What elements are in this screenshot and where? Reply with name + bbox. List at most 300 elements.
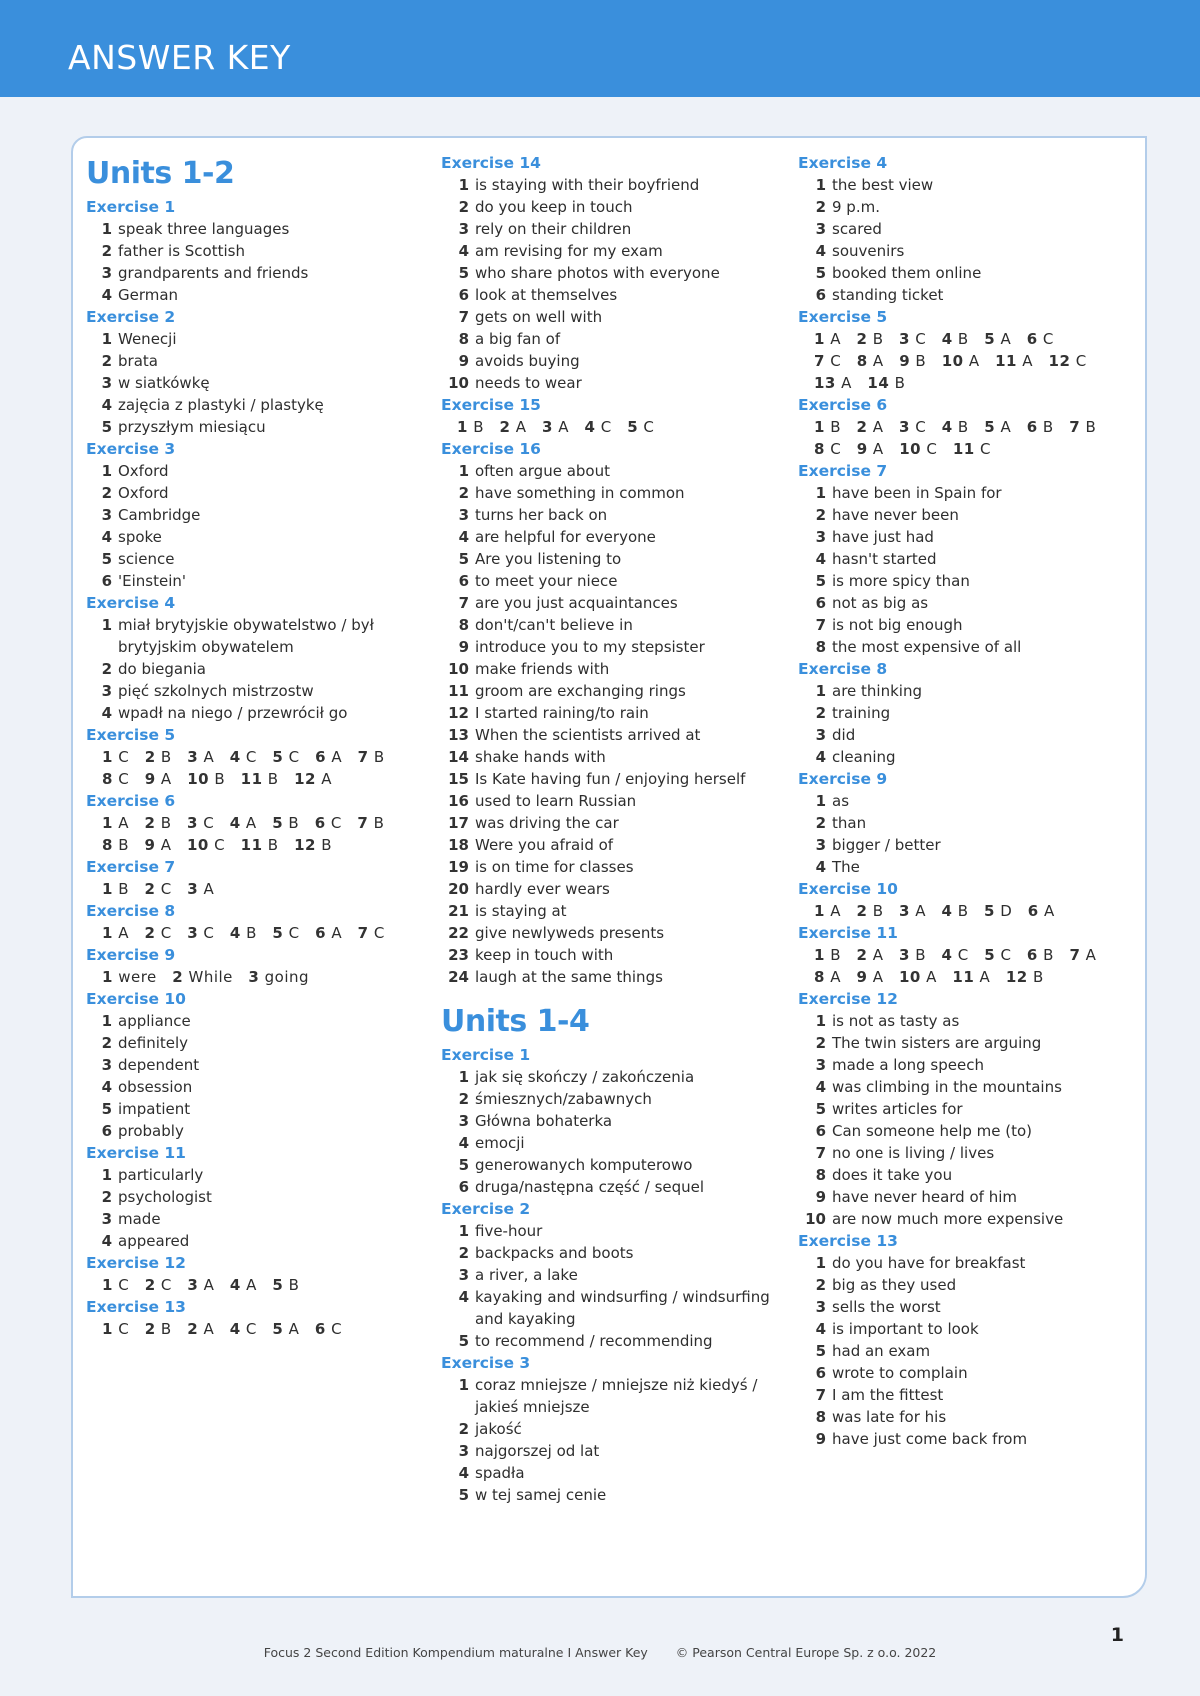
answer-item xyxy=(86,1054,426,1076)
answer-number: 3 xyxy=(458,1442,469,1460)
answer-number: 5 xyxy=(272,814,284,832)
answer-letter: A xyxy=(203,748,215,766)
answer-number: 6 xyxy=(815,1364,826,1382)
answer-number: 1 xyxy=(101,330,112,348)
answer-text: shake hands with xyxy=(475,748,606,766)
answer-letter: C xyxy=(160,1276,172,1294)
answer-number: 3 xyxy=(899,946,910,964)
answer-number: 10 xyxy=(448,660,469,678)
answer-text: avoids buying xyxy=(475,352,580,370)
exercise-section xyxy=(86,1296,426,1340)
answer-number: 6 xyxy=(815,594,826,612)
answer-item xyxy=(798,284,1148,306)
answer-number: 5 xyxy=(815,1342,826,1360)
answer-text: cleaning xyxy=(832,748,896,766)
answer-number: 6 xyxy=(315,748,327,766)
answer-number: 12 xyxy=(1048,352,1071,370)
answer-text: no one is living / lives xyxy=(832,1144,995,1162)
answer-letter: C xyxy=(1042,330,1054,348)
answer-number: 3 xyxy=(101,506,112,524)
answer-text: have just had xyxy=(832,528,934,546)
answer-text: father is Scottish xyxy=(118,242,245,260)
answer-text: jakość xyxy=(475,1420,522,1438)
answer-text: brata xyxy=(118,352,158,370)
exercise-section xyxy=(798,1230,1148,1450)
answer-letter: B xyxy=(160,748,172,766)
answer-number: 1 xyxy=(102,1276,113,1294)
exercise-title: Exercise 1 xyxy=(441,1046,531,1064)
answer-item xyxy=(798,1098,1148,1120)
answer-number: 4 xyxy=(458,242,469,260)
answer-item xyxy=(86,284,426,306)
answer-text: is not as tasty as xyxy=(832,1012,960,1030)
answer-number: 2 xyxy=(101,660,112,678)
answer-number: 3 xyxy=(187,880,199,898)
answer-letter: A xyxy=(1044,902,1055,920)
answer-number: 3 xyxy=(815,836,826,854)
answer-number: 2 xyxy=(101,1188,112,1206)
answer-number: 3 xyxy=(815,1056,826,1074)
answer-line xyxy=(798,900,1148,922)
answer-item xyxy=(441,702,791,724)
answer-text: gets on well with xyxy=(475,308,603,326)
answer-number: 2 xyxy=(172,968,184,986)
answer-number: 4 xyxy=(458,1288,469,1306)
answer-number: 1 xyxy=(815,484,826,502)
answer-letter: B xyxy=(373,814,385,832)
answer-number: 20 xyxy=(448,880,469,898)
exercise-title: Exercise 12 xyxy=(86,1254,186,1272)
answer-text: do you have for breakfast xyxy=(832,1254,1026,1272)
answer-number: 5 xyxy=(815,1100,826,1118)
answer-number: 4 xyxy=(101,528,112,546)
answer-number: 2 xyxy=(101,1034,112,1052)
answer-number: 9 xyxy=(144,770,156,788)
answer-number: 2 xyxy=(815,506,826,524)
answer-letter: B xyxy=(373,748,385,766)
answer-letter: going xyxy=(264,968,310,986)
answer-number: 5 xyxy=(984,946,996,964)
answer-letter: B xyxy=(118,880,130,898)
answer-text: scared xyxy=(832,220,882,238)
answer-number: 7 xyxy=(357,748,369,766)
answer-letter: A xyxy=(872,352,884,370)
answer-letter: A xyxy=(515,418,527,436)
answer-text: I am the fittest xyxy=(832,1386,944,1404)
exercise-title: Exercise 3 xyxy=(86,440,176,458)
answer-number: 13 xyxy=(448,726,469,744)
answer-letter: B xyxy=(1032,968,1044,986)
answer-number: 5 xyxy=(458,550,469,568)
answer-number: 3 xyxy=(542,418,553,436)
answer-number: 3 xyxy=(187,1276,199,1294)
answer-letter: B xyxy=(321,836,333,854)
answer-text: śmiesznych/zabawnych xyxy=(475,1090,652,1108)
answer-letter: B xyxy=(957,902,969,920)
answer-text: groom are exchanging rings xyxy=(475,682,686,700)
answer-number: 4 xyxy=(101,286,112,304)
answer-letter: C xyxy=(288,924,300,942)
exercise-section xyxy=(798,152,1148,306)
answer-text: have been in Spain for xyxy=(832,484,1002,502)
answer-text: bigger / better xyxy=(832,836,941,854)
answer-number: 5 xyxy=(458,1332,469,1350)
answer-item xyxy=(441,636,791,658)
answer-item xyxy=(441,1066,791,1088)
answer-number: 8 xyxy=(815,638,826,656)
answer-item xyxy=(441,768,791,790)
answer-item xyxy=(798,1054,1148,1076)
answer-number: 10 xyxy=(187,770,210,788)
answer-text: spoke xyxy=(118,528,162,546)
answer-line xyxy=(441,416,791,438)
answer-number: 3 xyxy=(815,1298,826,1316)
answer-text: are helpful for everyone xyxy=(475,528,656,546)
answer-letter: A xyxy=(160,836,172,854)
answer-number: 5 xyxy=(272,924,284,942)
answer-number: 1 xyxy=(458,1376,469,1394)
exercise-title: Exercise 5 xyxy=(86,726,176,744)
answer-letter: A xyxy=(1000,418,1012,436)
answer-number: 4 xyxy=(815,1078,826,1096)
answer-letter: A xyxy=(203,1320,215,1338)
answer-number: 4 xyxy=(458,528,469,546)
answer-item xyxy=(86,416,426,438)
exercise-section xyxy=(86,856,426,900)
answer-number: 8 xyxy=(815,1408,826,1426)
answer-text: five-hour xyxy=(475,1222,543,1240)
answer-letter: C xyxy=(1075,352,1087,370)
answer-text: Główna bohaterka xyxy=(475,1112,613,1130)
answer-number: 1 xyxy=(814,330,825,348)
answer-number: 1 xyxy=(815,1254,826,1272)
exercise-title: Exercise 14 xyxy=(441,154,541,172)
answer-number: 19 xyxy=(448,858,469,876)
answer-letter: C xyxy=(203,924,215,942)
answer-number: 2 xyxy=(815,198,826,216)
answer-number: 1 xyxy=(102,880,113,898)
answer-text: impatient xyxy=(118,1100,191,1118)
answer-letter: A xyxy=(245,814,257,832)
answer-number: 3 xyxy=(458,506,469,524)
answer-number: 3 xyxy=(187,748,199,766)
answer-letter: A xyxy=(841,374,852,392)
answer-letter: C xyxy=(288,748,300,766)
answer-number: 10 xyxy=(187,836,209,854)
answer-item xyxy=(86,394,426,416)
answer-number: 5 xyxy=(984,902,995,920)
answer-text: pięć szkolnych mistrzostw xyxy=(118,682,314,700)
answer-number: 6 xyxy=(458,286,469,304)
answer-number: 7 xyxy=(458,308,469,326)
answer-text: who share photos with everyone xyxy=(475,264,720,282)
answer-text: spadła xyxy=(475,1464,525,1482)
answer-text: wrote to complain xyxy=(832,1364,968,1382)
exercise-title: Exercise 8 xyxy=(86,902,176,920)
answer-number: 6 xyxy=(1026,946,1038,964)
answer-number: 6 xyxy=(101,1122,112,1140)
answer-number: 1 xyxy=(815,792,826,810)
answer-number: 1 xyxy=(101,616,112,634)
unit-title: Units 1-2 xyxy=(86,156,235,191)
answer-letter: B xyxy=(288,814,300,832)
answer-letter: A xyxy=(979,968,991,986)
exercise-section xyxy=(86,944,426,988)
answer-item xyxy=(441,504,791,526)
answer-text: standing ticket xyxy=(832,286,944,304)
answer-number: 2 xyxy=(101,352,112,370)
answer-text: When the scientists arrived at xyxy=(475,726,701,744)
answer-number: 9 xyxy=(899,352,911,370)
exercise-section xyxy=(798,922,1148,988)
answer-number: 4 xyxy=(941,946,953,964)
answer-text: rely on their children xyxy=(475,220,632,238)
answer-item xyxy=(441,834,791,856)
answer-letter: C xyxy=(118,1320,130,1338)
answer-line xyxy=(86,1274,426,1296)
answer-text: am revising for my exam xyxy=(475,242,663,260)
exercise-section xyxy=(798,988,1148,1230)
exercise-title: Exercise 7 xyxy=(798,462,888,480)
answer-line xyxy=(798,438,1148,460)
answer-number: 5 xyxy=(815,264,826,282)
footer xyxy=(0,1645,1200,1660)
answer-number: 9 xyxy=(815,1188,826,1206)
answer-item xyxy=(798,636,1148,658)
answer-number: 4 xyxy=(101,704,112,722)
exercise-title: Exercise 12 xyxy=(798,990,898,1008)
answer-number: 3 xyxy=(458,220,469,238)
answer-text: generowanych komputerowo xyxy=(475,1156,693,1174)
answer-number: 6 xyxy=(815,1122,826,1140)
answer-item xyxy=(798,504,1148,526)
answer-text: w siatkówkę xyxy=(118,374,210,392)
answer-text: przyszłym miesiącu xyxy=(118,418,266,436)
answer-number: 3 xyxy=(187,924,199,942)
answer-number: 4 xyxy=(815,858,826,876)
answer-item xyxy=(441,218,791,240)
answer-text: give newlyweds presents xyxy=(475,924,665,942)
answer-number: 13 xyxy=(814,374,836,392)
answer-text: coraz mniejsze / mniejsze niż kiedyś / jakieś mniejsze xyxy=(475,1376,758,1416)
answer-number: 5 xyxy=(101,1100,112,1118)
answer-number: 10 xyxy=(898,968,921,986)
answer-text: The xyxy=(832,858,860,876)
answer-number: 14 xyxy=(448,748,469,766)
answer-number: 2 xyxy=(458,1244,469,1262)
exercise-section xyxy=(86,900,426,944)
answer-item xyxy=(441,1330,791,1352)
answer-text: Oxford xyxy=(118,484,169,502)
answer-item xyxy=(798,1186,1148,1208)
answer-item xyxy=(798,1384,1148,1406)
answer-number: 3 xyxy=(458,1112,469,1130)
answer-item xyxy=(798,1142,1148,1164)
exercise-title: Exercise 11 xyxy=(86,1144,186,1162)
answer-item xyxy=(441,966,791,988)
answer-number: 9 xyxy=(144,836,156,854)
answer-letter: A xyxy=(246,1276,257,1294)
answer-number: 4 xyxy=(101,1078,112,1096)
answer-letter: B xyxy=(830,418,842,436)
answer-number: 2 xyxy=(458,1420,469,1438)
answer-text: w tej samej cenie xyxy=(475,1486,607,1504)
answer-number: 7 xyxy=(458,594,469,612)
answer-text: have never been xyxy=(832,506,959,524)
answer-number: 1 xyxy=(458,462,469,480)
answer-letter: C xyxy=(118,748,130,766)
answer-letter: A xyxy=(1022,352,1034,370)
answer-number: 3 xyxy=(101,374,112,392)
answer-text: had an exam xyxy=(832,1342,931,1360)
answer-item xyxy=(798,1406,1148,1428)
answer-number: 6 xyxy=(315,924,327,942)
answer-letter: B xyxy=(1042,418,1054,436)
answer-text: German xyxy=(118,286,179,304)
answer-item xyxy=(441,1176,791,1198)
answer-item xyxy=(86,1032,426,1054)
answer-letter: C xyxy=(830,352,842,370)
footer-copyright: © Pearson Central Europe Sp. z o.o. 2022 xyxy=(675,1645,937,1660)
answer-number: 6 xyxy=(1026,330,1038,348)
exercise-section xyxy=(441,394,791,438)
answer-text: to meet your niece xyxy=(475,572,618,590)
answer-number: 11 xyxy=(240,770,263,788)
answer-number: 2 xyxy=(187,1320,199,1338)
answer-number: 11 xyxy=(952,440,975,458)
answer-text: does it take you xyxy=(832,1166,953,1184)
answer-item xyxy=(441,724,791,746)
exercise-section xyxy=(441,152,791,394)
answer-number: 15 xyxy=(448,770,469,788)
answer-item xyxy=(441,174,791,196)
answer-item xyxy=(798,1252,1148,1274)
answer-text: probably xyxy=(118,1122,184,1140)
answer-number: 4 xyxy=(229,924,241,942)
answer-item xyxy=(441,856,791,878)
exercise-title: Exercise 6 xyxy=(86,792,176,810)
page-number: 1 xyxy=(1110,1624,1124,1646)
answer-letter: C xyxy=(160,924,172,942)
answer-number: 5 xyxy=(815,572,826,590)
answer-number: 8 xyxy=(458,616,469,634)
answer-text: science xyxy=(118,550,175,568)
answer-number: 3 xyxy=(101,1056,112,1074)
exercise-title: Exercise 16 xyxy=(441,440,541,458)
answer-item xyxy=(441,460,791,482)
answer-number: 3 xyxy=(815,726,826,744)
answer-text: are you just acquaintances xyxy=(475,594,678,612)
answer-number: 6 xyxy=(815,286,826,304)
answer-item xyxy=(86,614,426,658)
answer-text: is staying at xyxy=(475,902,567,920)
answer-number: 9 xyxy=(458,352,469,370)
answer-number: 1 xyxy=(101,462,112,480)
answer-text: are now much more expensive xyxy=(832,1210,1064,1228)
answer-text: is not big enough xyxy=(832,616,963,634)
answer-item xyxy=(441,328,791,350)
answer-number: 1 xyxy=(101,1166,112,1184)
answer-line xyxy=(798,328,1148,350)
answer-item xyxy=(86,372,426,394)
answer-letter: C xyxy=(643,418,655,436)
answer-letter: A xyxy=(872,968,884,986)
answer-number: 2 xyxy=(815,1276,826,1294)
answer-item xyxy=(798,746,1148,768)
answer-item xyxy=(86,262,426,284)
answer-number: 2 xyxy=(144,748,156,766)
answer-text: Is Kate having fun / enjoying herself xyxy=(475,770,746,788)
answer-text: emocji xyxy=(475,1134,525,1152)
answer-number: 24 xyxy=(448,968,469,986)
answer-item xyxy=(86,1164,426,1186)
answer-item xyxy=(441,548,791,570)
answer-text: look at themselves xyxy=(475,286,618,304)
answer-number: 9 xyxy=(458,638,469,656)
answer-number: 3 xyxy=(899,902,910,920)
answer-text: training xyxy=(832,704,891,722)
answer-text: The twin sisters are arguing xyxy=(832,1034,1042,1052)
answer-number: 1 xyxy=(814,902,825,920)
answer-number: 2 xyxy=(815,704,826,722)
answer-line xyxy=(86,1318,426,1340)
answer-item xyxy=(798,1010,1148,1032)
answer-letter: B xyxy=(1085,418,1097,436)
answer-letter: A xyxy=(118,814,129,832)
answer-number: 2 xyxy=(458,1090,469,1108)
answer-text: make friends with xyxy=(475,660,610,678)
answer-text: psychologist xyxy=(118,1188,212,1206)
exercise-section xyxy=(86,592,426,724)
answer-number: 6 xyxy=(1026,418,1038,436)
exercise-section xyxy=(86,1252,426,1296)
answer-number: 1 xyxy=(457,418,468,436)
exercise-title: Exercise 13 xyxy=(86,1298,186,1316)
answer-number: 1 xyxy=(815,1012,826,1030)
answer-number: 9 xyxy=(856,968,868,986)
answer-letter: B xyxy=(957,330,969,348)
answer-text: made xyxy=(118,1210,161,1228)
answer-letter: C xyxy=(118,770,130,788)
answer-item xyxy=(441,1440,791,1462)
answer-text: a river, a lake xyxy=(475,1266,578,1284)
answer-text: Were you afraid of xyxy=(475,836,614,854)
answer-item xyxy=(441,350,791,372)
answer-text: is more spicy than xyxy=(832,572,970,590)
answer-item xyxy=(441,812,791,834)
exercise-section xyxy=(441,1198,791,1352)
answer-text: druga/następna część / sequel xyxy=(475,1178,705,1196)
answer-number: 2 xyxy=(815,1034,826,1052)
answer-number: 7 xyxy=(815,1386,826,1404)
answer-number: 2 xyxy=(101,484,112,502)
answer-number: 4 xyxy=(941,330,953,348)
answer-number: 10 xyxy=(899,440,922,458)
answer-letter: A xyxy=(1000,330,1012,348)
exercise-title: Exercise 8 xyxy=(798,660,888,678)
answer-item xyxy=(86,570,426,592)
answer-number: 7 xyxy=(1069,946,1081,964)
answer-item xyxy=(798,592,1148,614)
answer-number: 8 xyxy=(814,440,825,458)
answer-letter: A xyxy=(872,418,884,436)
exercise-title: Exercise 6 xyxy=(798,396,888,414)
answer-item xyxy=(441,878,791,900)
answer-number: 12 xyxy=(294,770,316,788)
answer-letter: A xyxy=(331,924,343,942)
answer-text: did xyxy=(832,726,856,744)
answer-item xyxy=(86,1208,426,1230)
